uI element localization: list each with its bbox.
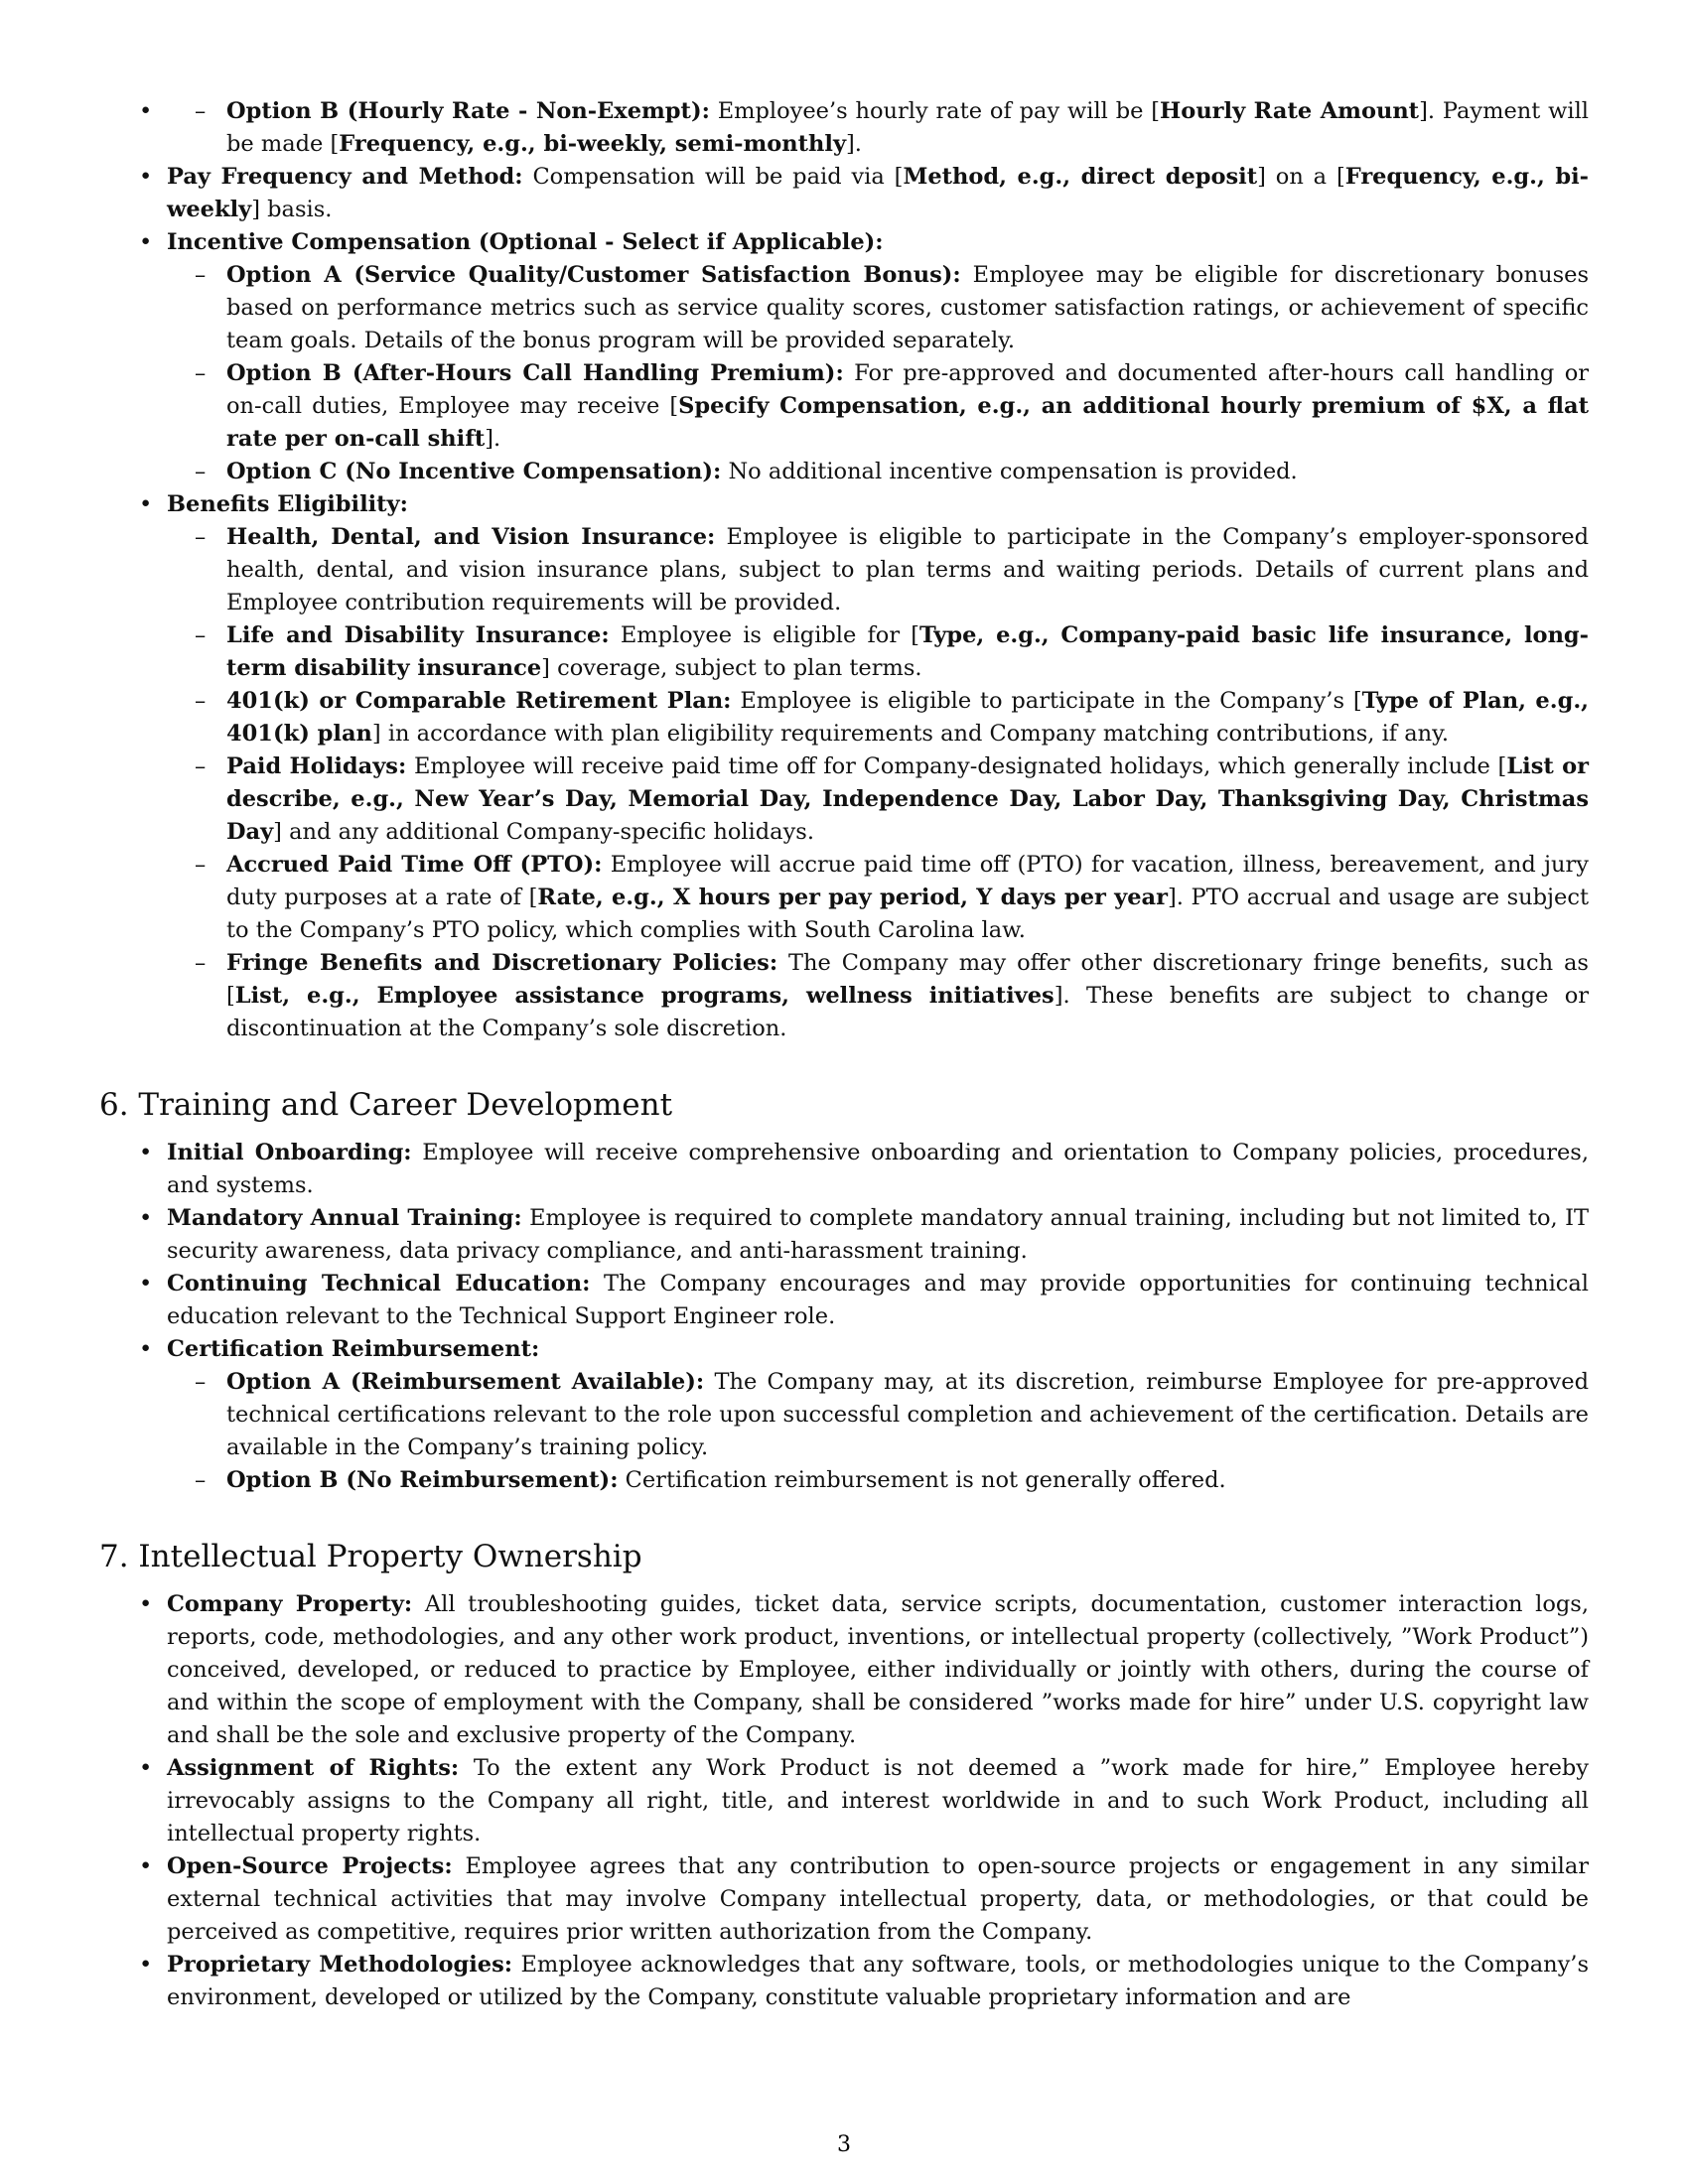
benefit-life — [167, 619, 1589, 685]
item-label: Life and Disability Insurance: — [226, 622, 610, 648]
cert-option-a — [167, 1366, 1589, 1464]
option-b-hourly-item — [167, 95, 1589, 161]
placeholder-text: List, e.g., Employee assistance programs, wellness initiatives — [234, 983, 1055, 1009]
section-7-list — [99, 1588, 1589, 2014]
item-text: Employee may be eligible for discretionary bonuses based on performance metrics such as service quality scores, customer satisfaction ratings, or achievement of specific team goals. Details of the bonus program will be provided separately. — [226, 262, 1589, 353]
item-text: The Company may, at its discretion, reimburse Employee for pre-approved technical certifications relevant to the role upon successful completion and achievement of the certification. Details are available in the Company’s training policy. — [226, 1369, 1589, 1460]
item-label: Continuing Technical Education: — [167, 1271, 591, 1297]
training-onboarding — [99, 1137, 1589, 1202]
pay-frequency-item — [99, 161, 1589, 226]
item-label: Assignment of Rights: — [167, 1755, 460, 1781]
ip-proprietary — [99, 1949, 1589, 2014]
item-label: Fringe Benefits and Discretionary Policies: — [226, 950, 778, 976]
ip-open-source — [99, 1850, 1589, 1949]
item-label: Accrued Paid Time Off (PTO): — [226, 852, 603, 878]
item-text: Certification reimbursement is not generally offered. — [618, 1467, 1226, 1493]
section-7-heading: 7. Intellectual Property Ownership — [99, 1539, 642, 1574]
item-label: Pay Frequency and Method: — [167, 164, 523, 190]
benefit-health — [167, 521, 1589, 619]
item-label: Health, Dental, and Vision Insurance: — [226, 524, 716, 550]
item-text: Employee acknowledges that any software, tools, or methodologies unique to the Company’s environment, developed or utilized by the Company, constitute valuable proprietary information and are — [167, 1952, 1590, 2010]
item-text: Employee will accrue paid time off (PTO) for vacation, illness, bereavement, and jury duty purposes at a rate of [ — [226, 852, 1589, 910]
item-text: Employee will receive comprehensive onboarding and orientation to Company policies, procedures, and systems. — [167, 1140, 1590, 1198]
item-text: For pre-approved and documented after-hours call handling or on-call duties, Employee may receive [ — [226, 360, 1589, 419]
item-label: Initial Onboarding: — [167, 1140, 412, 1165]
item-text: To the extent any Work Product is not deemed a ”work made for hire,” Employee hereby irrevocably assigns to the Company all right, title, and interest worldwide in and to such Work Product, including all intellectual property rights. — [167, 1755, 1589, 1846]
item-label: Option B (Hourly Rate - Non-Exempt): — [226, 98, 710, 124]
item-label: 401(k) or Comparable Retirement Plan: — [226, 688, 732, 714]
benefits-eligibility-item — [99, 488, 1589, 1045]
item-text: The Company encourages and may provide opportunities for continuing technical education relevant to the Technical Support Engineer role. — [167, 1271, 1589, 1329]
item-label: Option A (Reimbursement Available): — [226, 1369, 705, 1395]
item-text: Employee is eligible to participate in the Company’s [ — [731, 688, 1362, 714]
item-text: All troubleshooting guides, ticket data, service scripts, documentation, customer interaction logs, reports, code, methodologies, and any other work product, inventions, or intellectual property (collectively, ”Work Product”) conceived, developed, or reduced to practice by Employee, either individually or jointly with others, during the course of and within the scope of employment with the Company, shall be considered ”works made for hire” under U.S. copyright law and shall be the sole and exclusive property of the Company. — [167, 1591, 1589, 1748]
section-6-heading: 6. Training and Career Development — [99, 1087, 673, 1123]
placeholder-text: Type of Plan, e.g., 401(k) plan — [226, 688, 1589, 747]
item-text: ] basis. — [251, 197, 333, 222]
item-label: Option B (No Reimbursement): — [226, 1467, 619, 1493]
item-label: Option B (After-Hours Call Handling Premium): — [226, 360, 844, 386]
item-label: Proprietary Methodologies: — [167, 1952, 513, 1978]
placeholder-text: Method, e.g., direct deposit — [903, 164, 1258, 190]
item-text: ] in accordance with plan eligibility requirements and Company matching contributions, if any. — [371, 721, 1450, 747]
list-item — [99, 95, 1589, 161]
item-text: The Company may offer other discretionary fringe benefits, such as [ — [226, 950, 1589, 1009]
item-text: ] on a [ — [1257, 164, 1345, 190]
ip-company-property — [99, 1588, 1589, 1752]
placeholder-text: Frequency, e.g., bi-weekly — [167, 164, 1589, 222]
item-text: Compensation will be paid via [ — [522, 164, 904, 190]
item-label: Certification Reimbursement: — [167, 1336, 540, 1362]
benefit-pto — [167, 849, 1589, 947]
item-text: ] coverage, subject to plan terms. — [541, 655, 922, 681]
benefit-holidays — [167, 751, 1589, 849]
training-mandatory — [99, 1202, 1589, 1268]
benefit-retirement — [167, 685, 1589, 751]
incentive-option-b — [167, 357, 1589, 456]
item-label: Incentive Compensation (Optional - Select if Applicable): — [167, 229, 884, 255]
training-continuing — [99, 1268, 1589, 1333]
ip-assignment — [99, 1752, 1589, 1850]
item-text: Employee is eligible to participate in the Company’s employer-sponsored health, dental, and vision insurance plans, subject to plan terms and waiting periods. Details of current plans and Employee contribution requirements will be provided. — [226, 524, 1589, 615]
sub-list — [99, 259, 1589, 488]
item-text: ]. Payment will be made [ — [226, 98, 1589, 157]
item-label: Option C (No Incentive Compensation): — [226, 459, 722, 484]
item-text: Employee agrees that any contribution to open-source projects or engagement in any similar external technical activities that may involve Company intellectual property, data, or methodologies, or that could be perceived as competitive, requires prior written authorization from the Company. — [167, 1853, 1590, 1945]
page-number: 3 — [837, 2132, 851, 2157]
item-text: Employee’s hourly rate of pay will be [ — [709, 98, 1161, 124]
item-text: No additional incentive compensation is provided. — [721, 459, 1298, 484]
item-text: ]. These benefits are subject to change or discontinuation at the Company’s sole discretion. — [226, 983, 1589, 1041]
item-text: ]. — [846, 131, 862, 157]
item-text: Employee will receive paid time off for Company-designated holidays, which generally include [ — [406, 753, 1507, 779]
sub-list — [99, 521, 1589, 1045]
cert-option-b — [167, 1464, 1589, 1497]
item-text: ] and any additional Company-specific holidays. — [273, 819, 814, 845]
compensation-list-continued — [99, 95, 1589, 1045]
item-label: Option A (Service Quality/Customer Satisfaction Bonus): — [226, 262, 961, 288]
incentive-compensation-item — [99, 226, 1589, 488]
incentive-option-a — [167, 259, 1589, 357]
item-label: Benefits Eligibility: — [167, 491, 408, 517]
sub-list — [99, 95, 1589, 161]
placeholder-text: Specify Compensation, e.g., an additional hourly premium of $X, a flat rate per on-call shift — [226, 393, 1589, 452]
placeholder-text: Rate, e.g., X hours per pay period, Y days per year — [537, 885, 1168, 910]
item-text: ]. — [485, 426, 501, 452]
placeholder-text: List or describe, e.g., New Year’s Day, Memorial Day, Independence Day, Labor Day, Thanksgiving Day, Christmas Day — [226, 753, 1589, 845]
item-text: ]. PTO accrual and usage are subject to the Company’s PTO policy, which complies with South Carolina law. — [226, 885, 1589, 943]
item-text: Employee is required to complete mandatory annual training, including but not limited to, IT security awareness, data privacy compliance, and anti-harassment training. — [167, 1205, 1589, 1264]
placeholder-text: Hourly Rate Amount — [1160, 98, 1420, 124]
item-label: Open-Source Projects: — [167, 1853, 453, 1879]
sub-list — [99, 1366, 1589, 1497]
item-label: Company Property: — [167, 1591, 413, 1617]
item-text: Employee is eligible for [ — [609, 622, 920, 648]
item-label: Mandatory Annual Training: — [167, 1205, 522, 1231]
item-label: Paid Holidays: — [226, 753, 407, 779]
placeholder-text: Type, e.g., Company-paid basic life insurance, long-term disability insurance — [226, 622, 1589, 681]
incentive-option-c — [167, 456, 1589, 488]
benefit-fringe — [167, 947, 1589, 1045]
placeholder-text: Frequency, e.g., bi-weekly, semi-monthly — [339, 131, 847, 157]
section-6-list — [99, 1137, 1589, 1497]
document-page — [99, 95, 1589, 2014]
training-certification — [99, 1333, 1589, 1497]
